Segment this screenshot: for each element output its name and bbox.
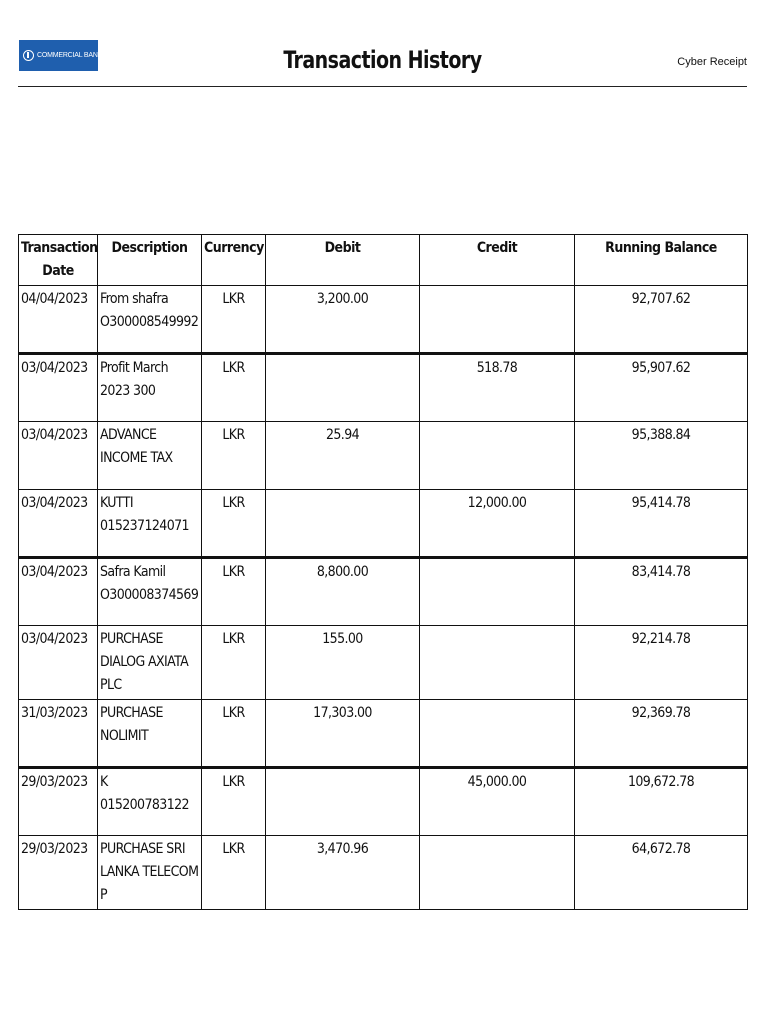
cell-currency: LKR xyxy=(202,354,266,422)
cell-credit xyxy=(420,422,575,490)
cell-date: 03/04/2023 xyxy=(19,558,98,626)
cell-credit xyxy=(420,558,575,626)
cell-currency: LKR xyxy=(202,700,266,768)
table-row xyxy=(19,626,748,700)
column-header-description: Description xyxy=(98,235,202,286)
cell-balance: 95,388.84 xyxy=(575,422,748,490)
cell-balance: 92,369.78 xyxy=(575,700,748,768)
cell-date: 29/03/2023 xyxy=(19,836,98,910)
bank-logo-icon xyxy=(23,50,34,61)
cell-balance: 83,414.78 xyxy=(575,558,748,626)
column-header-credit: Credit xyxy=(420,235,575,286)
table-row xyxy=(19,490,748,558)
transaction-table xyxy=(18,234,748,910)
cell-date: 03/04/2023 xyxy=(19,490,98,558)
cell-credit xyxy=(420,700,575,768)
table-header-row xyxy=(19,235,748,286)
table-row xyxy=(19,354,748,422)
page-subtitle: Cyber Receipt xyxy=(677,56,747,68)
column-header-currency: Currency xyxy=(202,235,266,286)
cell-currency: LKR xyxy=(202,558,266,626)
cell-description: PURCHASE SRI LANKA TELECOM P xyxy=(98,836,202,910)
cell-debit xyxy=(266,354,420,422)
table-row xyxy=(19,422,748,490)
table-row xyxy=(19,768,748,836)
cell-currency: LKR xyxy=(202,286,266,354)
cell-balance: 92,707.62 xyxy=(575,286,748,354)
cell-balance: 64,672.78 xyxy=(575,836,748,910)
cell-credit xyxy=(420,836,575,910)
cell-date: 04/04/2023 xyxy=(19,286,98,354)
cell-currency: LKR xyxy=(202,490,266,558)
cell-balance: 92,214.78 xyxy=(575,626,748,700)
cell-date: 31/03/2023 xyxy=(19,700,98,768)
bank-logo-text: COMMERCIAL BANK xyxy=(37,52,103,59)
page-header xyxy=(18,36,747,87)
cell-debit xyxy=(266,490,420,558)
cell-debit: 155.00 xyxy=(266,626,420,700)
cell-description: KUTTI 015237124071 xyxy=(98,490,202,558)
cell-date: 29/03/2023 xyxy=(19,768,98,836)
cell-credit: 12,000.00 xyxy=(420,490,575,558)
cell-currency: LKR xyxy=(202,836,266,910)
cell-date: 03/04/2023 xyxy=(19,422,98,490)
column-header-date: Transaction Date xyxy=(19,235,98,286)
cell-description: ADVANCE INCOME TAX xyxy=(98,422,202,490)
cell-balance: 109,672.78 xyxy=(575,768,748,836)
cell-debit xyxy=(266,768,420,836)
cell-date: 03/04/2023 xyxy=(19,354,98,422)
cell-currency: LKR xyxy=(202,626,266,700)
cell-description: PURCHASE NOLIMIT xyxy=(98,700,202,768)
page-title: Transaction History xyxy=(283,46,482,74)
cell-credit: 518.78 xyxy=(420,354,575,422)
cell-date: 03/04/2023 xyxy=(19,626,98,700)
cell-description: PURCHASE DIALOG AXIATA PLC xyxy=(98,626,202,700)
cell-credit: 45,000.00 xyxy=(420,768,575,836)
cell-description: From shafra O300008549992 xyxy=(98,286,202,354)
cell-debit: 3,200.00 xyxy=(266,286,420,354)
column-header-debit: Debit xyxy=(266,235,420,286)
cell-balance: 95,907.62 xyxy=(575,354,748,422)
cell-description: K 015200783122 xyxy=(98,768,202,836)
cell-credit xyxy=(420,286,575,354)
cell-credit xyxy=(420,626,575,700)
cell-currency: LKR xyxy=(202,768,266,836)
cell-description: Profit March 2023 300 xyxy=(98,354,202,422)
cell-debit: 3,470.96 xyxy=(266,836,420,910)
cell-debit: 8,800.00 xyxy=(266,558,420,626)
cell-debit: 25.94 xyxy=(266,422,420,490)
table-row xyxy=(19,700,748,768)
table-row xyxy=(19,558,748,626)
table-row xyxy=(19,286,748,354)
column-header-balance: Running Balance xyxy=(575,235,748,286)
cell-debit: 17,303.00 xyxy=(266,700,420,768)
table-row xyxy=(19,836,748,910)
cell-currency: LKR xyxy=(202,422,266,490)
cell-description: Safra Kamil O300008374569 xyxy=(98,558,202,626)
cell-balance: 95,414.78 xyxy=(575,490,748,558)
